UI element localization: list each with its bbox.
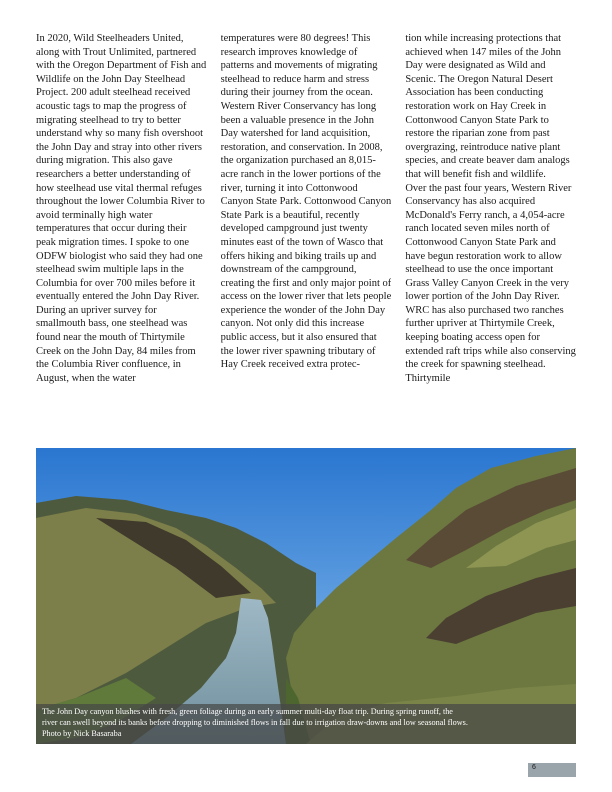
caption-line: river can swell beyond its banks before dropping to diminished flows in fall due to irrigation draw-downs and low seasonal flows.: [42, 718, 468, 727]
article-column-2: [221, 32, 392, 442]
page-number-box: [528, 763, 576, 777]
article-column-3: [405, 32, 576, 442]
article-column-1: [36, 32, 207, 442]
caption-line: The John Day canyon blushes with fresh, green foliage during an early summer multi-day float trip. During spring runoff, the: [42, 707, 453, 716]
paragraph: In 2020, Wild Steelheaders United, along with Trout Unlimited, partnered with the Oregon Department of Fish and Wildlife on the John Day Steelhead Project. 200 adult steelhead received acoustic tags to map the progress of migrating steelhead to try to better understand why so many fish overshoot the John Day and stray into other rivers during migration. This also gave researchers a better understanding of how steelhead use vital thermal refuges throughout the lower Columbia River to avoid terminally high water temperatures that occur during their peak migration times. I spoke to one ODFW biologist who said they had one steelhead swim multiple laps in the Columbia for over 700 miles before it eventually entered the John Day River. During an upriver survey for smallmouth bass, one steelhead was found near the mouth of Thirtymile Creek on the John Day, 84 miles from the Columbia River confluence, in August, when the water: [36, 33, 207, 384]
canyon-photo: [36, 448, 576, 744]
paragraph: Over the past four years, Western River Conservancy has also acquired McDonald's Ferry ranch, a 4,054-acre ranch located seven miles north of Cottonwood Canyon State Park and have begun restoration work to allow steelhead to use the once important Grass Valley Canyon Creek in the very lower portion of the John Day River. WRC has also purchased two ranches further upriver at Thirtymile Creek, keeping boating access open for extended raft trips while also conserving the creek for spawning steelhead. Thirtymile: [405, 182, 576, 384]
paragraph: temperatures were 80 degrees! This research improves knowledge of patterns and movements of migrating steelhead to reduce harm and stress during their journey from the ocean.: [220, 33, 378, 99]
photo-caption: [36, 704, 576, 744]
paragraph: Western River Conservancy has long been a valuable presence in the John Day watershed for land acquisition, restoration, and conservation. In 2008, the organization purchased an 8,015-acre ranch in the lower portions of the river, turning it into Cottonwood Canyon State Park. Cottonwood Canyon State Park is a beautiful, recently developed campground just twenty minutes east of the town of Wasco that offers hiking and biking trails up and downstream of the campground, creating the first and only major point of access on the lower river that lets people experience the wonder of the John Day canyon. Not only did this increase public access, but it also ensured that the lower river spawning tributary of Hay Creek received extra protec-: [220, 100, 392, 371]
page-number: 6: [532, 764, 536, 771]
article-body: [36, 32, 576, 442]
photo-credit: Photo by Nick Basaraba: [42, 729, 122, 738]
canyon-illustration: [36, 448, 576, 744]
paragraph: tion while increasing protections that achieved when 147 miles of the John Day were designated as Wild and Scenic. The Oregon Natural Desert Association has been conducting restoration work on Hay Creek in Cottonwood Canyon State Park to restore the riparian zone from past overgrazing, reintroduce native plant species, and create beaver dam analogs that will benefit fish and wildlife.: [405, 33, 570, 180]
